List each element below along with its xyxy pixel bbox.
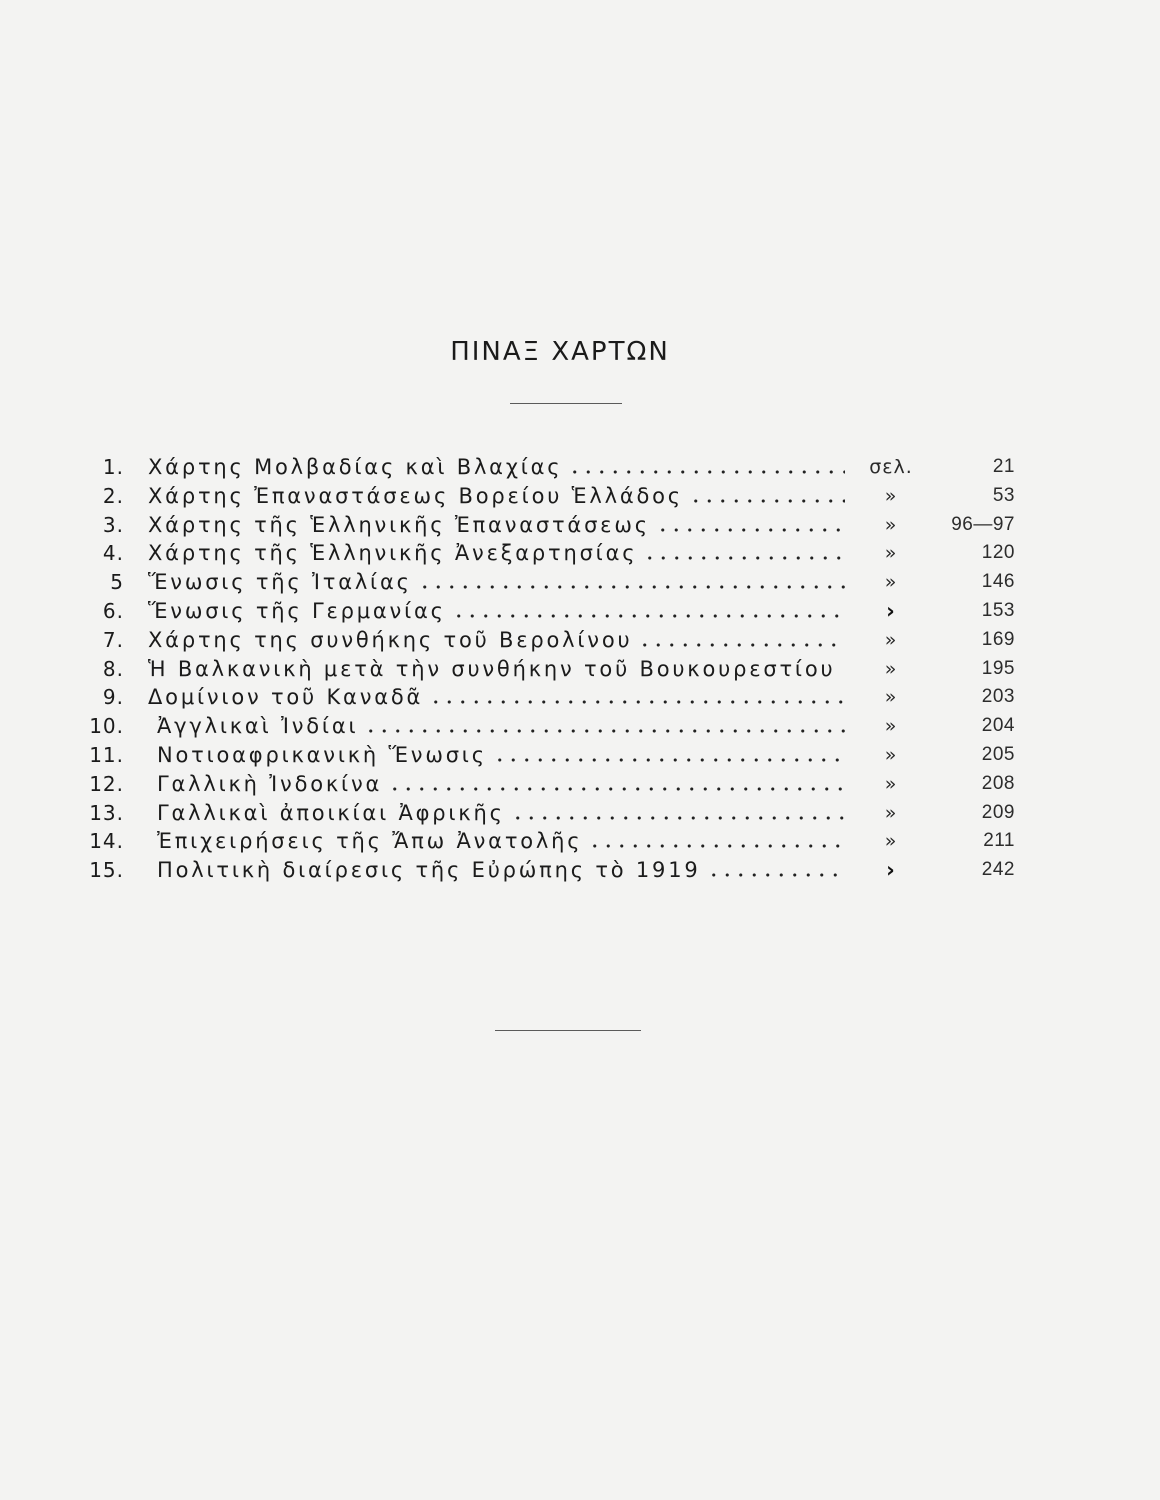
page-marker: » [884, 484, 898, 507]
entry-number: 14. [89, 829, 124, 854]
dot-leader [638, 626, 845, 655]
page-marker: » [884, 772, 898, 795]
dot-leader [452, 597, 845, 626]
toc-entry [0, 741, 1160, 770]
entry-title: Χάρτης Μολβαδίας καὶ Βλαχίας [148, 455, 563, 479]
dot-leader [841, 655, 845, 684]
page-number: 169 [981, 628, 1015, 650]
entry-number: 15. [89, 858, 124, 883]
entry-title: Νοτιοαφρικανικὴ Ἕνωσις [157, 742, 487, 767]
entry-number: 12. [89, 771, 124, 796]
dot-leader [689, 482, 845, 511]
entry-title: Χάρτης της συνθήκης τοῦ Βερολίνου [148, 627, 633, 652]
entry-title-line [148, 453, 845, 482]
toc-entry [0, 482, 1160, 511]
page-number: 205 [981, 743, 1015, 765]
entry-title-line [157, 827, 845, 856]
entry-title-line [157, 741, 845, 770]
page-marker: » [884, 571, 898, 594]
entry-title-line [148, 568, 845, 597]
closing-divider [495, 1030, 641, 1031]
entry-title: Ἕνωσις τῆς Ἰταλίας [148, 570, 412, 595]
entry-title: Γαλλικὴ Ἰνδοκίνα [157, 771, 383, 796]
page-number: 120 [981, 542, 1015, 564]
entry-number: 8. [102, 656, 124, 681]
entry-number: 4. [102, 541, 124, 566]
page-marker: σελ. [869, 456, 913, 478]
entry-title: Δομίνιον τοῦ Καναδᾶ [148, 685, 424, 710]
toc-entry [0, 799, 1160, 828]
entry-title-line [157, 856, 845, 885]
page-title: ΠΙΝΑΞ ΧΑΡΤΩΝ [450, 337, 670, 367]
entry-title-line [157, 770, 845, 799]
page-marker: » [884, 715, 898, 738]
entry-number: 2. [102, 483, 124, 508]
toc-entry [0, 770, 1160, 799]
page-marker: » [884, 657, 898, 680]
entry-number: 10. [89, 714, 124, 739]
toc-entry [0, 683, 1160, 712]
dot-leader [388, 770, 845, 799]
toc-entry [0, 856, 1160, 885]
entry-number: 7. [102, 627, 124, 652]
page-marker: » [884, 628, 898, 651]
dot-leader [568, 453, 845, 482]
page-number: 204 [981, 715, 1015, 737]
toc-entry [0, 568, 1160, 597]
page-number: 21 [992, 456, 1015, 477]
entry-number: 3. [102, 512, 124, 537]
entry-number: 1. [102, 455, 124, 479]
page-number: 146 [981, 571, 1015, 593]
page-marker: » [884, 542, 898, 565]
page-marker: » [884, 830, 898, 853]
toc-entry [0, 511, 1160, 540]
page-number: 153 [981, 599, 1015, 621]
entry-title: Πολιτικὴ διαίρεσις τῆς Εὐρώπης τὸ 1919 [157, 858, 701, 883]
entry-title: Ἡ Βαλκανικὴ μετὰ τὴν συνθήκην τοῦ Βουκουρεστίου [148, 656, 836, 681]
page-marker: › [886, 598, 896, 623]
entry-title-line [148, 597, 845, 626]
page-marker: » [884, 801, 898, 824]
entry-title: Χάρτης Ἐπαναστάσεως Βορείου Ἑλλάδος [148, 483, 683, 508]
entry-number: 6. [102, 598, 124, 623]
toc-entry [0, 597, 1160, 626]
entry-title-line [148, 511, 845, 540]
entry-title-line [148, 683, 845, 712]
page-number: 96—97 [951, 513, 1015, 535]
entry-title-line [157, 799, 845, 828]
entry-title-line [157, 712, 845, 741]
entry-number: 5 [110, 570, 124, 595]
dot-leader [588, 827, 845, 856]
dot-leader [511, 799, 845, 828]
entry-title-line [148, 539, 845, 568]
dot-leader [707, 856, 845, 885]
dot-leader [418, 568, 845, 597]
entry-title-line [148, 655, 845, 684]
page-number: 211 [983, 830, 1015, 852]
entry-title-line [148, 626, 845, 655]
dot-leader [429, 683, 845, 712]
entry-title: Χάρτης τῆς Ἑλληνικῆς Ἀνεξαρτησίας [148, 541, 638, 566]
dot-leader [643, 539, 845, 568]
entry-title: Ἐπιχειρήσεις τῆς Ἄπω Ἀνατολῆς [157, 829, 583, 854]
toc-entry [0, 626, 1160, 655]
toc-entry [0, 655, 1160, 684]
toc-entry [0, 539, 1160, 568]
dot-leader [364, 712, 845, 741]
page-marker: » [884, 743, 898, 766]
page-number: 53 [992, 484, 1015, 506]
entry-number: 9. [102, 685, 124, 710]
page-marker: › [886, 858, 896, 883]
page-marker: » [884, 686, 898, 709]
toc-entry [0, 827, 1160, 856]
entry-number: 11. [89, 742, 124, 767]
entry-title: Ἀγγλικαὶ Ἰνδίαι [157, 714, 359, 739]
table-of-maps [0, 453, 1160, 885]
page-number: 208 [981, 772, 1015, 794]
title-divider [510, 403, 622, 404]
entry-title: Χάρτης τῆς Ἑλληνικῆς Ἐπαναστάσεως [148, 512, 650, 537]
entry-title-line [148, 482, 845, 511]
toc-entry [0, 712, 1160, 741]
page-number: 195 [981, 657, 1015, 679]
page-marker: » [884, 513, 898, 536]
entry-title: Γαλλικαὶ ἀποικίαι Ἀφρικῆς [157, 800, 505, 825]
entry-number: 13. [89, 800, 124, 825]
page-number: 242 [981, 859, 1015, 881]
page-number: 203 [981, 686, 1015, 708]
dot-leader [493, 741, 845, 770]
page-number: 209 [981, 801, 1015, 823]
dot-leader [656, 511, 845, 540]
toc-entry [0, 453, 1160, 482]
entry-title: Ἕνωσις τῆς Γερμανίας [148, 598, 446, 623]
